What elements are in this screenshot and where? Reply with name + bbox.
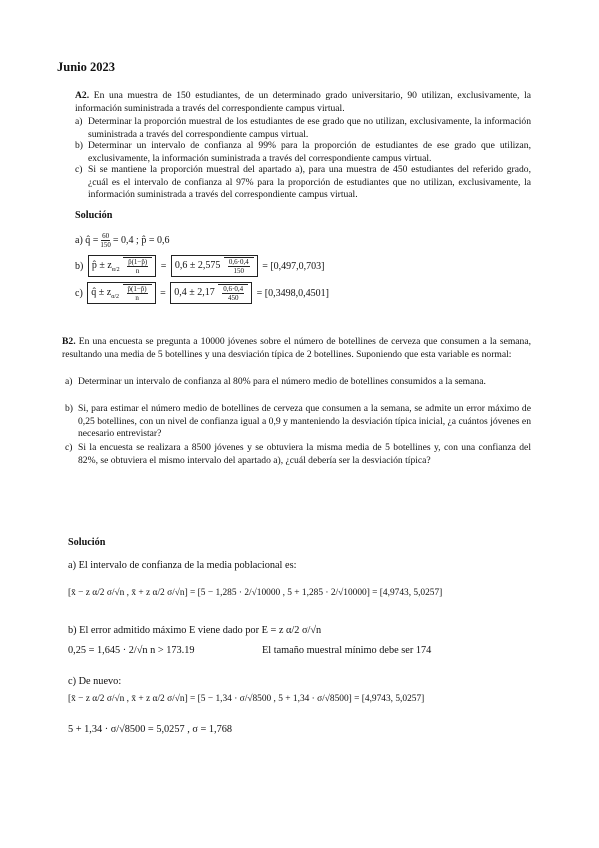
b2-sol-c-result: 5 + 1,34 · σ/√8500 = 5,0257 , σ = 1,768 [68,724,233,735]
a2-item-c: c) Si se mantiene la proporción muestral del apartado a), para una muestra de 450 estudiantes del referido grado, ¿cuál es el intervalo de confianza al 97% para la proporción de estudiantes que no utilizan, exclusivamente, la información suministrada a través del correspondiente campus virtual. [75,164,531,201]
a2-solution-heading: Solución [75,210,113,221]
formula-box: 0,4 ± 2,17 $\frac{0,6\cdot 0,4}{450}$ [170,282,252,304]
b2-item-c: c) Si la encuesta se realizara a 8500 jóvenes y se obtuviera la misma media de 5 botellines y, con una confianza del 82%, se obtuviera el mismo intervalo del apartado a), ¿cuál debería ser la desviación típica? [65,442,531,466]
formula-box: q̂ ± $z_{\alpha/2}$ $\frac{p̂(1-p̂)}{n}$ [87,282,155,304]
b2-label: B2. [62,336,76,347]
b2-item-b: b) Si, para estimar el número medio de botellines de cerveza que consumen a la semana, se admite un error máximo de 0,25 botellines, con un nivel de confianza igual a 0,9 y manteniendo la desviación típica inicial, ¿a cuántos jóvenes en necesario entrevistar? [65,403,531,440]
formula-box: 0,6 ± 2,575 $\frac{0,6\cdot 0,4}{150}$ [171,255,258,277]
b2-sol-c-formula: [x̄ − z α/2 σ/√n , x̄ + z α/2 σ/√n] = [5 − 1,34 · σ/√8500 , 5 + 1,34 · σ/√8500] = [4,9743, 5,0257] [68,694,425,704]
b2-sol-a-formula: [x̄ − z α/2 σ/√n , x̄ + z α/2 σ/√n] = [5 − 1,285 · 2/√10000 , 5 + 1,285 · 2/√10000] = [4,9743, 5,0257] [68,588,443,598]
a2-intro [75,90,531,115]
b2-intro [62,336,531,361]
b2-sol-a-text: a) El intervalo de confianza de la media poblacional es: [68,560,297,571]
a2-sol-a: a) q̂ = $\frac{60}{150}$ = 0,4 ; p̂ = 0,6 [75,232,170,249]
formula-box: p̂ ± $z_{\alpha/2}$ $\frac{p̂(1-p̂)}{n}$ [88,255,156,277]
b2-solution-heading: Solución [68,537,106,548]
b2-item-a: a) Determinar un intervalo de confianza al 80% para el número medio de botellines consumidos a la semana. [65,376,486,387]
a2-intro-text: En una muestra de 150 estudiantes, de un determinado grado universitario, 90 utilizan, exclusivamente, la información suministrada a través del correspondiente campus virtual. [75,90,532,114]
b2-intro-text: En una encuesta se pregunta a 10000 jóvenes sobre el número de botellines de cerveza que consumen a la semana, resultando una media de 5 botellines y una desviación típica de 2 botellines. Suponiendo que esta variable es normal: [62,336,532,360]
b2-sol-c-text: c) De nuevo: [68,676,122,687]
a2-label: A2. [75,90,90,101]
page-title: Junio 2023 [57,60,116,74]
a2-item-b: b) Determinar un intervalo de confianza al 99% para la proporción de estudiantes de ese grado que utilizan, exclusivamente, la información suministrada a través del correspondiente campus virtual. [75,140,531,164]
b2-sol-b-note: El tamaño muestral mínimo debe ser 174 [262,645,432,656]
a2-item-a: a) Determinar la proporción muestral de los estudiantes de ese grado que no utilizan, exclusivamente, la información suministrada a través del correspondiente campus virtual. [75,116,531,140]
fraction: $\frac{60}{150}$ [100,232,111,249]
b2-sol-b-formula: 0,25 = 1,645 · 2/√n n > 173.19 [68,645,195,656]
a2-sol-c: c) q̂ ± $z_{\alpha/2}$ $\frac{p̂(1-p̂)}{n}$ = 0,4 ± 2,17 $\frac{0,6\cdot 0,4}{450}$ = [0,3498,0,4501] [75,282,329,304]
b2-sol-b-text: b) El error admitido máximo E viene dado por E = z α/2 σ/√n [68,625,322,636]
a2-sol-b: b) p̂ ± $z_{\alpha/2}$ $\frac{p̂(1-p̂)}{n}$ = 0,6 ± 2,575 $\frac{0,6\cdot 0,4}{150}$ = [0,497,0,703] [75,255,325,277]
